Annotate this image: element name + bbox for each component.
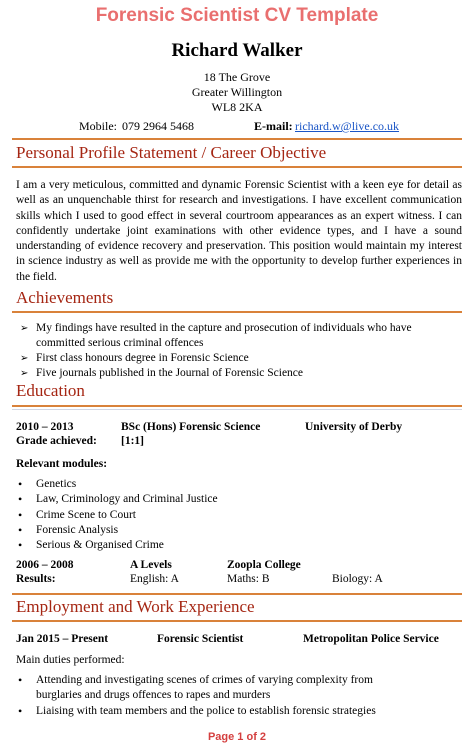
section-rule xyxy=(12,311,462,313)
list-item xyxy=(20,366,460,381)
arrow-bullet-icon: ➢ xyxy=(20,323,29,334)
list-item: • Crime Scene to Court xyxy=(0,508,460,523)
candidate-name: Richard Walker xyxy=(171,40,303,61)
grade-label: Grade achieved: xyxy=(16,435,97,447)
address-line-2: Greater Willington xyxy=(191,85,283,99)
alevels-dates: 2006 – 2008 xyxy=(16,559,74,571)
modules-label: Relevant modules: xyxy=(16,458,108,470)
alevels-title: A Levels xyxy=(130,559,172,571)
section-rule-thin xyxy=(12,409,462,410)
document-title: Forensic Scientist CV Template xyxy=(95,5,379,26)
list-item xyxy=(20,351,460,366)
section-rule xyxy=(12,405,462,407)
email-label: E-mail: xyxy=(254,119,293,133)
achievement-text: My findings have resulted in the capture and prosecution of individuals who have committed serious criminal offences xyxy=(36,322,412,349)
achievement-text: Five journals published in the Journal of Forensic Science xyxy=(36,367,304,379)
email-link[interactable]: richard.w@live.co.uk xyxy=(295,119,400,133)
section-rule xyxy=(12,620,462,622)
page-footer: Page 1 of 2 xyxy=(207,731,267,743)
section-rule xyxy=(12,138,462,140)
education-heading: Education xyxy=(16,381,85,400)
achievements-heading: Achievements xyxy=(16,288,114,307)
section-rule xyxy=(12,166,462,168)
achievements-list xyxy=(20,321,460,381)
employment-heading: Employment and Work Experience xyxy=(16,597,255,616)
achievement-text: First class honours degree in Forensic Science xyxy=(36,352,249,364)
profile-heading: Personal Profile Statement / Career Objective xyxy=(16,143,327,162)
list-item: • Liaising with team members and the police to establish forensic strategies xyxy=(0,704,410,719)
duties-list xyxy=(0,673,410,719)
list-item: • Forensic Analysis xyxy=(0,523,460,538)
section-rule xyxy=(12,593,462,595)
grade-value: [1:1] xyxy=(121,435,144,447)
degree-institution: University of Derby xyxy=(305,421,403,433)
modules-list xyxy=(0,477,460,553)
job-title: Forensic Scientist xyxy=(157,633,244,645)
arrow-bullet-icon: ➢ xyxy=(20,368,29,379)
result-biology: Biology: A xyxy=(332,573,383,585)
list-item xyxy=(20,321,460,351)
list-item: • Serious & Organised Crime xyxy=(0,538,460,553)
degree-dates: 2010 – 2013 xyxy=(16,421,74,433)
address-line-3: WL8 2KA xyxy=(211,100,263,114)
mobile-value: 079 2964 5468 xyxy=(122,119,194,133)
results-label: Results: xyxy=(16,573,56,585)
list-item: • Genetics xyxy=(0,477,460,492)
address-line-1: 18 The Grove xyxy=(203,70,271,84)
alevels-institution: Zoopla College xyxy=(227,559,301,571)
arrow-bullet-icon: ➢ xyxy=(20,353,29,364)
profile-text: I am a very meticulous, committed and dynamic Forensic Scientist with a keen eye for detail as well as an unquenchable thirst for research and investigations. I have excellent communication skills which I used to good effect in several courtroom appearances as an expert witness. I can confidently undertake joint examinations with other evidence types, and I have a sound understanding of evidence recovery and preservation. This position would maintain my interest in science industry as well as provide me with the opportunity to develop further experiences in the field. xyxy=(16,179,462,283)
job-dates: Jan 2015 – Present xyxy=(16,633,109,645)
degree-title: BSc (Hons) Forensic Science xyxy=(121,421,261,433)
duties-label: Main duties performed: xyxy=(16,654,125,666)
result-english: English: A xyxy=(130,573,179,585)
mobile-label: Mobile: xyxy=(79,119,117,133)
list-item: • Attending and investigating scenes of crimes of varying complexity from burglaries and drugs offences to rapes and murders xyxy=(0,673,410,704)
result-maths: Maths: B xyxy=(227,573,270,585)
job-employer: Metropolitan Police Service xyxy=(303,633,439,645)
list-item: • Law, Criminology and Criminal Justice xyxy=(0,492,460,507)
